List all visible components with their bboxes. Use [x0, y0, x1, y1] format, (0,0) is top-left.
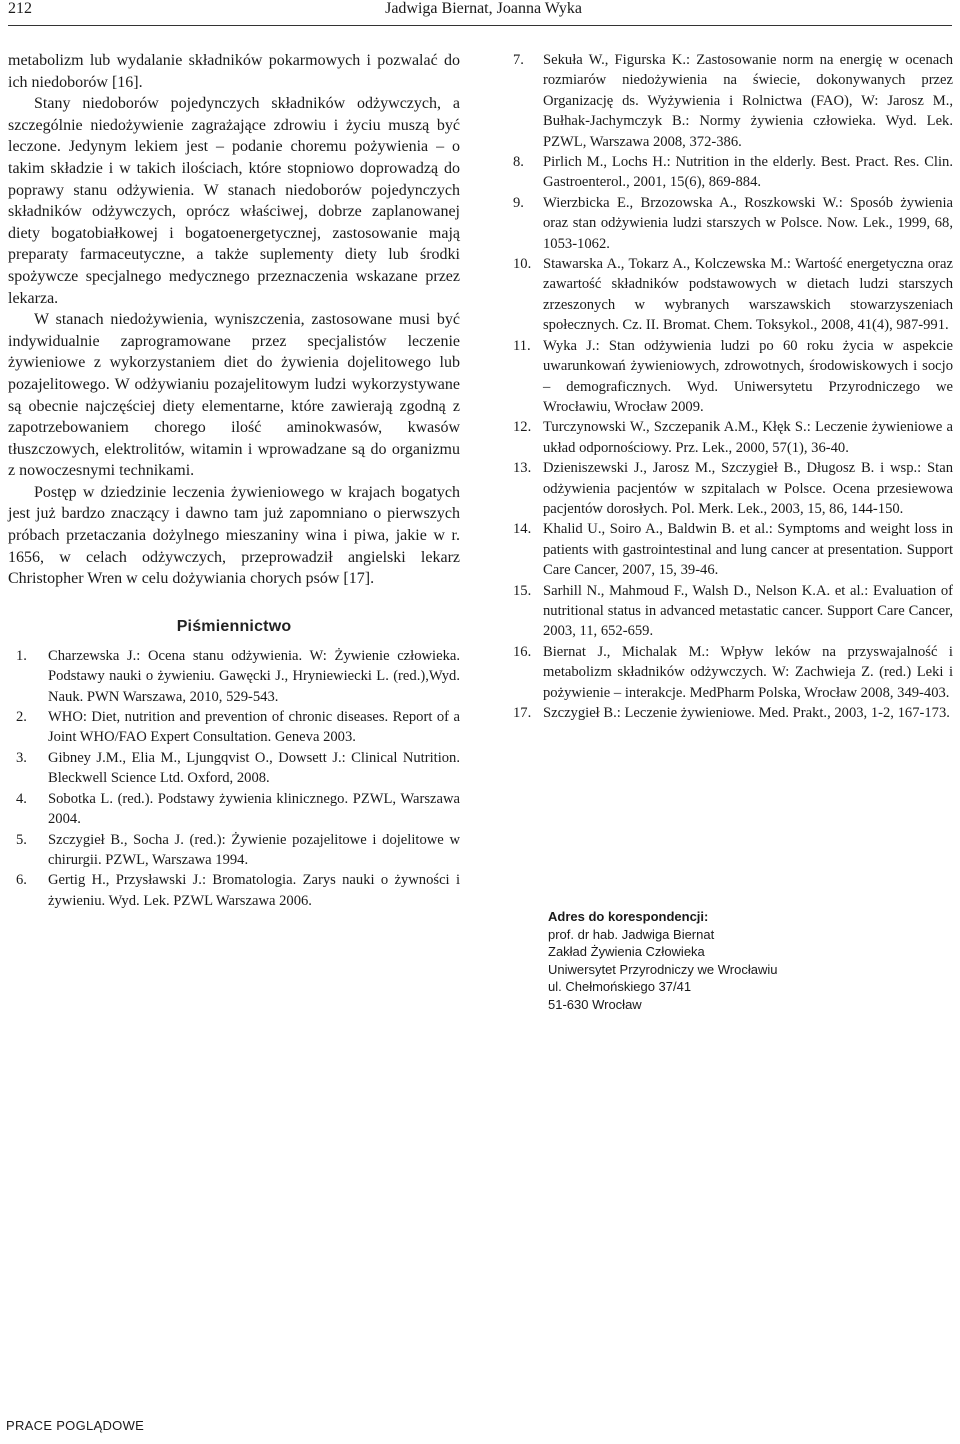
reference-text: Dzieniszewski J., Jarosz M., Szczygieł B., Długosz B. i wsp.: Stan odżywienia pacjentów w szpitalach w Polsce. Ocena przesiewowa pacjentów dorosłych. Pol. Merk. Lek., 2003, 15, 86, 144-150.: [543, 460, 953, 517]
reference-number: 3.: [16, 749, 27, 766]
reference-item: [503, 417, 953, 458]
reference-item: [8, 646, 460, 707]
body-paragraph: metabolizm lub wydalanie składników pokarmowych i pozwalać do ich niedoborów [16].: [8, 52, 460, 91]
reference-item: [503, 152, 953, 193]
correspondence-line: ul. Chełmońskiego 37/41: [548, 979, 692, 994]
reference-text: Szczygieł B.: Leczenie żywieniowe. Med. Prakt., 2003, 1-2, 167-173.: [543, 705, 950, 721]
reference-item: [503, 193, 953, 254]
reference-item: [503, 581, 953, 642]
page-header: [8, 0, 952, 28]
header-rule: [8, 25, 952, 26]
reference-number: 10.: [513, 256, 532, 273]
left-column: [8, 50, 460, 911]
reference-text: Wierzbicka E., Brzozowska A., Roszkowski W.: Sposób żywienia oraz stan odżywienia ludzi starszych w Polsce. Now. Lek., 1999, 68, 1053-1062.: [543, 194, 953, 252]
reference-item: [503, 458, 953, 519]
reference-item: [503, 703, 953, 723]
references-list-left: [8, 646, 460, 911]
references-list-right: [503, 50, 953, 723]
reference-item: [8, 707, 460, 748]
reference-item: [8, 830, 460, 871]
reference-text: Sekuła W., Figurska K.: Zastosowanie norm na energię w ocenach rozmiarów niedożywienia na świecie, dokonywanych przez Organizację ds. Wyżywienia i Rolnictwa (FAO), W: Jarosz M., Bułhak-Jachymczyk B.: Normy żywienia człowieka. Wyd. Lek. PZWL, Warszawa 2008, 372-386.: [543, 52, 953, 150]
page-number: 212: [8, 0, 32, 17]
reference-number: 2.: [16, 709, 27, 726]
references-heading: Piśmiennictwo: [176, 617, 292, 635]
reference-text: Charzewska J.: Ocena stanu odżywienia. W: Żywienie człowieka. Podstawy nauki o żywieniu. Gawęcki J., Hryniewiecki L. (red.),Wyd. Nauk. PWN Warszawa, 2010, 529-543.: [48, 647, 460, 705]
body-paragraph: Postęp w dziedzinie leczenia żywieniowego w krajach bogatych jest już bardzo znaczący i dawno tam już zapomniano o pierwszych próbach przetaczania dożylnego mieszaniny wina i piwa, jakie w r. 1656, w celach odżywczych, przeprowadził angielski lekarz Christopher Wren w celu dożywiania chorych psów [17].: [8, 483, 460, 588]
reference-number: 9.: [513, 194, 524, 211]
reference-item: [8, 789, 460, 830]
body-paragraph: Stany niedoborów pojedynczych składników odżywczych, a szczególnie niedożywienie zagrażające zdrowiu i życiu muszą być leczone. Jedynym lekiem jest – podanie choremu pożywienia – o takim składzie i w takich ilościach, które stopniowo doprowadzą do poprawy stanu odżywienia. W stanach niedoborów pojedynczych składników odżywczych, oprócz właściwej, dobrze zaplanowanej diety bogatobiałkowej i bogatoenergetycznej, zastosowanie mają preparaty farmaceutyczne, a także suplementy diety lub środki spożywcze specjalnego medycznego przeznaczenia wskazane przez lekarza.: [8, 95, 460, 307]
correspondence-line: Zakład Żywienia Człowieka: [548, 944, 705, 959]
reference-item: [8, 748, 460, 789]
reference-text: WHO: Diet, nutrition and prevention of chronic diseases. Report of a Joint WHO/FAO Expert Consultation. Geneva 2003.: [48, 709, 460, 746]
reference-item: [503, 642, 953, 703]
reference-number: 4.: [16, 790, 27, 807]
correspondence-line: prof. dr hab. Jadwiga Biernat: [548, 926, 715, 942]
reference-text: Khalid U., Soiro A., Baldwin B. et al.: Symptoms and weight loss in patients with gastrointestinal and lung cancer at presentation. Support Care Cancer, 2007, 15, 39-46.: [543, 521, 953, 579]
section-footer: PRACE POGLĄDOWE: [6, 1418, 145, 1433]
correspondence-line: Uniwersytet Przyrodniczy we Wrocławiu: [548, 961, 778, 977]
reference-number: 14.: [513, 521, 532, 538]
reference-item: [503, 519, 953, 580]
body-paragraph: W stanach niedożywienia, wyniszczenia, zastosowane musi być indywidualnie zaprogramowane przez specjalistów leczenie żywieniowe z wykorzystaniem diet do żywienia dojelitowego lub pozajelitowego. W odżywianiu pozajelitowym ludzi wykorzystywane są obecnie najczęściej diety elementarne, które zawierają zgodną z zapotrzebowaniem chorego ilość aminokwasów, kwasów tłuszczowych, elektrolitów, witamin i wprowadzane są do organizmu z nowoczesnymi technikami.: [8, 311, 460, 480]
reference-text: Gibney J.M., Elia M., Ljungqvist O., Dowsett J.: Clinical Nutrition. Bleckwell Science Ltd. Oxford, 2008.: [48, 749, 460, 787]
reference-text: Stawarska A., Tokarz A., Kolczewska M.: Wartość energetyczna oraz zawartość składników podstawowych w dietach ludzi starszych zrzeszonych w wybranych warszawskich stowarzyszeniach społecznych. Cz. II. Bromat. Chem. Toksykol., 2008, 41(4), 987-991.: [543, 256, 953, 334]
reference-number: 7.: [513, 52, 524, 68]
correspondence-line: 51-630 Wrocław: [548, 996, 642, 1012]
correspondence-title: Adres do korespondencji:: [548, 909, 709, 924]
running-head-authors: Jadwiga Biernat, Joanna Wyka: [385, 0, 582, 17]
reference-number: 17.: [513, 705, 532, 721]
reference-text: Sobotka L. (red.). Podstawy żywienia klinicznego. PZWL, Warszawa 2004.: [48, 790, 460, 828]
reference-item: [503, 50, 953, 152]
reference-number: 1.: [16, 647, 27, 664]
reference-text: Sarhill N., Mahmoud F., Walsh D., Nelson K.A. et al.: Evaluation of nutritional status in advanced metastatic cancer. Support Care Cancer, 2003, 11, 652-659.: [543, 582, 953, 640]
reference-text: Wyka J.: Stan odżywienia ludzi po 60 roku życia w aspekcie uwarunkowań żywieniowych, zdrowotnych, środowiskowych i socjo – demograficznych. Wyd. Uniwersytetu Przyrodniczego we Wrocławiu, Wrocław 2009.: [543, 337, 953, 415]
right-column: [503, 50, 953, 723]
reference-item: [503, 336, 953, 418]
reference-number: 13.: [513, 460, 532, 477]
reference-number: 8.: [513, 154, 524, 171]
reference-number: 12.: [513, 419, 532, 436]
reference-item: [8, 870, 460, 911]
correspondence-block: [548, 908, 848, 1013]
reference-text: Turczynowski W., Szczepanik A.M., Kłęk S.: Leczenie żywieniowe a układ odpornościowy. Prz. Lek., 2000, 57(1), 36-40.: [543, 419, 953, 456]
reference-item: [503, 254, 953, 336]
reference-number: 15.: [513, 582, 532, 599]
reference-number: 5.: [16, 831, 27, 848]
reference-text: Szczygieł B., Socha J. (red.): Żywienie pozajelitowe i dojelitowe w chirurgii. PZWL, Warszawa 1994.: [48, 831, 460, 868]
reference-number: 11.: [513, 337, 531, 354]
reference-number: 16.: [513, 643, 532, 660]
reference-number: 6.: [16, 872, 27, 889]
reference-text: Gertig H., Przysławski J.: Bromatologia. Zarys nauki o żywności i żywieniu. Wyd. Lek. PZWL Warszawa 2006.: [48, 872, 460, 909]
reference-text: Pirlich M., Lochs H.: Nutrition in the elderly. Best. Pract. Res. Clin. Gastroenterol., 2001, 15(6), 869-884.: [543, 154, 953, 191]
reference-text: Biernat J., Michalak M.: Wpływ leków na przyswajalność i metabolizm składników odżywczych. W: Zachwieja Z. (red.) Leki i pożywienie – interakcje. MedPharm Polska, Wrocław 2008, 349-403.: [543, 643, 953, 701]
